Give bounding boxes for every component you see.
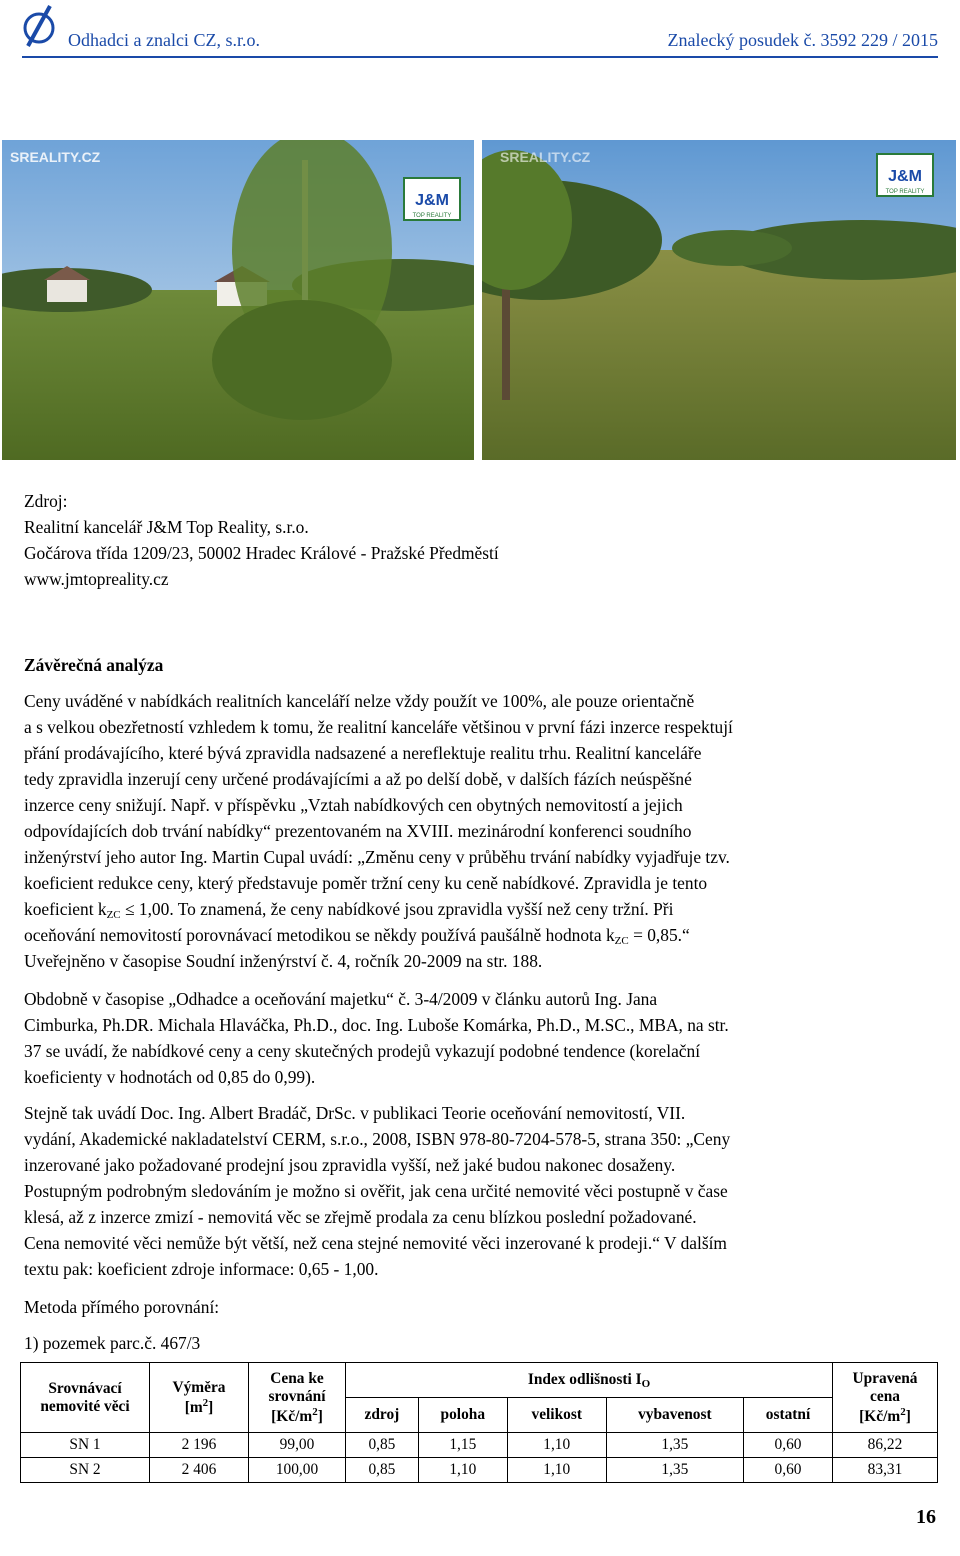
comparison-table <box>20 1362 938 1483</box>
p1-line: Ceny uváděné v nabídkách realitních kanceláří nelze vždy použít ve 100%, ale pouze orientačně <box>24 691 695 711</box>
cell: 1,10 <box>418 1458 507 1483</box>
cell: 0,60 <box>744 1458 833 1483</box>
table-row <box>21 1433 938 1458</box>
p1-line: odpovídajících dob trvání nabídky“ prezentovaném na XVIII. mezinárodní konferenci soudního <box>24 821 692 841</box>
col-compare: Srovnávací nemovité věci <box>21 1363 150 1433</box>
p3-line: klesá, až z inzerce zmizí - nemovitá věc se zřejmě prodala za cenu blízkou poslední požadované. <box>24 1207 697 1227</box>
source-address: Gočárova třída 1209/23, 50002 Hradec Králové - Pražské Předměstí <box>24 543 499 563</box>
p1-line: inzerce ceny snižují. Např. v příspěvku „Vztah nabídkových cen obytných nemovitostí a jejich <box>24 795 683 815</box>
watermark-left: SREALITY.CZ <box>10 149 101 165</box>
col-area: Výměra $[m^2]$ <box>150 1363 249 1433</box>
p3-line: Postupným podrobným sledováním je možno si ověřit, jak cena určité nemovité věci postupně v čase <box>24 1181 728 1201</box>
item-heading: 1) pozemek parc.č. 467/3 <box>24 1333 201 1353</box>
logo-sub-right: TOP REALITY <box>885 189 925 195</box>
watermark-right: SREALITY.CZ <box>500 149 591 165</box>
logo-sub-left: TOP REALITY <box>412 213 452 219</box>
header-rule <box>22 56 938 58</box>
p1-line-kzc: koeficient $k_{ZC} \le 1,00$. To znamená, že ceny nabídkové jsou zpravidla vyšší než ceny tržní. Při <box>24 899 674 921</box>
p2-line: Obdobně v časopise „Odhadce a oceňování majetku“ č. 3-4/2009 v článku autorů Ing. Jana <box>24 989 658 1009</box>
photo-plot-left <box>2 140 474 460</box>
p2-line: Cimburka, Ph.DR. Michala Hlaváčka, Ph.D., doc. Ing. Luboše Komárka, Ph.D., M.SC., MBA, na str. <box>24 1015 729 1035</box>
cell: 0,60 <box>744 1433 833 1458</box>
p3-line: inzerované jako požadované prodejní jsou zpravidla vyšší, než jaké budou nakonec dosaženy. <box>24 1155 676 1175</box>
p3-line: Cena nemovité věci nemůže být větší, než cena stejné nemovité věci inzerované k prodeji.“ V dalším <box>24 1233 727 1253</box>
p2-line: 37 se uvádí, že nabídkové ceny a ceny skutečných prodejů vykazují podobné tendence (korelační <box>24 1041 701 1061</box>
photo-plot-right <box>482 140 956 460</box>
cell: 1,35 <box>606 1458 743 1483</box>
source-label: Zdroj: <box>24 491 68 511</box>
col-price: Cena ke srovnání $[Kč/m^2]$ <box>249 1363 346 1433</box>
col-size: velikost <box>507 1398 606 1433</box>
p1-line: inženýrství jeho autor Ing. Martin Cupal uvádí: „Změnu ceny v průběhu trvání nabídky vyjadřuje tzv. <box>24 847 730 867</box>
source-web: www.jmtopreality.cz <box>24 569 169 589</box>
cell: 1,10 <box>507 1433 606 1458</box>
cell: SN 1 <box>21 1433 150 1458</box>
analysis-title: Závěrečná analýza <box>24 655 164 675</box>
logo-jm-left: J&M <box>415 192 449 209</box>
table-row <box>21 1458 938 1483</box>
header-report-number: Znalecký posudek č. 3592 229 / 2015 <box>667 30 938 50</box>
cell: 1,10 <box>507 1458 606 1483</box>
col-adjusted: Upravená cena $[Kč/m^2]$ <box>833 1363 938 1433</box>
cell: 2 196 <box>150 1433 249 1458</box>
logo-jm-right: J&M <box>888 168 922 185</box>
page-number: 16 <box>916 1506 936 1528</box>
cell: 1,35 <box>606 1433 743 1458</box>
cell: SN 2 <box>21 1458 150 1483</box>
col-source: zdroj <box>346 1398 419 1433</box>
cell: 0,85 <box>346 1433 419 1458</box>
col-other: ostatní <box>744 1398 833 1433</box>
source-agency: Realitní kancelář J&M Top Reality, s.r.o. <box>24 517 309 537</box>
p3-line: Stejně tak uvádí Doc. Ing. Albert Bradáč, DrSc. v publikaci Teorie oceňování nemovitostí, VII. <box>24 1103 686 1123</box>
method-heading: Metoda přímého porovnání: <box>24 1297 220 1317</box>
p1-line: koeficient redukce ceny, který představuje poměr tržní ceny ku ceně nabídkové. Zpravidla je tento <box>24 873 708 893</box>
company-logo-icon <box>22 4 56 48</box>
p3-line: textu pak: koeficient zdroje informace: 0,65 - 1,00. <box>24 1259 379 1279</box>
p1-line: Uveřejněno v časopise Soudní inženýrství č. 4, ročník 20-2009 na str. 188. <box>24 951 543 971</box>
header-company: Odhadci a znalci CZ, s.r.o. <box>68 30 260 50</box>
p1-line: přání prodávajícího, které bývá zpravidla nadsazené a nereflektuje realitu trhu. Realitní kanceláře <box>24 743 702 763</box>
col-location: poloha <box>418 1398 507 1433</box>
cell: 99,00 <box>249 1433 346 1458</box>
cell: 86,22 <box>833 1433 938 1458</box>
cell: 1,15 <box>418 1433 507 1458</box>
col-index: Index odlišnosti $I_O$ <box>346 1363 833 1398</box>
cell: 83,31 <box>833 1458 938 1483</box>
table-header-row <box>21 1363 938 1398</box>
col-equipment: vybavenost <box>606 1398 743 1433</box>
p3-line: vydání, Akademické nakladatelství CERM, s.r.o., 2008, ISBN 978-80-7204-578-5, strana 350: „Ceny <box>24 1129 731 1149</box>
p2-line: koeficienty v hodnotách od 0,85 do 0,99). <box>24 1067 316 1087</box>
p1-line: a s velkou obezřetností vzhledem k tomu, že realitní kanceláře většinou v první fázi inzerce respektují <box>24 717 733 737</box>
cell: 100,00 <box>249 1458 346 1483</box>
cell: 0,85 <box>346 1458 419 1483</box>
cell: 2 406 <box>150 1458 249 1483</box>
p1-line-kzc-value: oceňování nemovitostí porovnávací metodikou se někdy používá paušálně hodnota $k_{ZC}$ = 0,85.“ <box>24 925 690 947</box>
p1-line: tedy zpravidla inzerují ceny určené prodávajícími a až po delší době, v dalších fázích neúspěšné <box>24 769 692 789</box>
